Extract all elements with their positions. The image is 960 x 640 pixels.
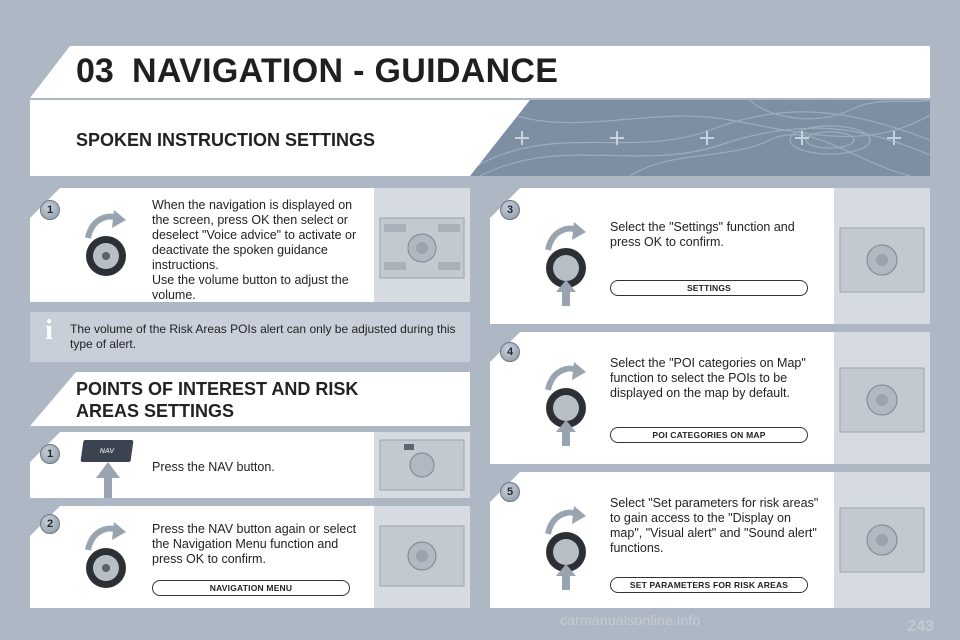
section-title-cut-2: [30, 372, 76, 426]
menu-label-pill: NAVIGATION MENU: [152, 580, 350, 596]
step-instruction-text: Press the NAV button again or select the Navigation Menu function and press OK to confirm.: [152, 522, 357, 566]
radio-unit-image: [374, 506, 470, 608]
step-number-badge: 1: [40, 200, 60, 220]
radio-unit-image: [834, 472, 930, 608]
radio-unit-image: [374, 188, 470, 302]
step-instruction-text: Press the NAV button.: [152, 460, 275, 474]
radio-unit-photo: [374, 432, 470, 498]
radio-unit-photo: [834, 188, 930, 324]
step-instruction-text: Select "Set parameters for risk areas" to gain access to the "Display on map", "Visual alert" and "Sound alert" functions.: [610, 496, 819, 555]
nav-button-graphic: NAV: [80, 440, 133, 462]
knob-rotate-icon: [542, 356, 590, 446]
info-note-text: The volume of the Risk Areas POIs alert can only be adjusted during this type of alert.: [70, 322, 456, 351]
section-title-poi: POINTS OF INTEREST AND RISK AREAS SETTINGS: [76, 379, 359, 421]
header-corner-cut: [30, 46, 70, 98]
page-title: NAVIGATION - GUIDANCE: [132, 52, 559, 90]
menu-label-pill: SETTINGS: [610, 280, 808, 296]
menu-label-pill: POI CATEGORIES ON MAP: [610, 427, 808, 443]
radio-unit-image: [374, 432, 470, 498]
info-icon: i: [45, 315, 53, 346]
press-arrow-icon: [96, 462, 120, 498]
radio-unit-image: [834, 332, 930, 464]
menu-label-pill: SET PARAMETERS FOR RISK AREAS: [610, 577, 808, 593]
radio-unit-photo: [374, 188, 470, 302]
page-number: 243: [907, 618, 934, 635]
step-number-badge: 5: [500, 482, 520, 502]
chapter-number: 03: [76, 52, 114, 90]
knob-rotate-icon: [82, 516, 130, 606]
knob-rotate-icon: [542, 216, 590, 306]
radio-unit-photo: [834, 332, 930, 464]
step-number-badge: 4: [500, 342, 520, 362]
watermark-text: carmanualsonline.info: [560, 612, 701, 628]
radio-unit-photo: [834, 472, 930, 608]
section-title-cut: [470, 100, 530, 176]
step-number-badge: 2: [40, 514, 60, 534]
knob-rotate-icon: [542, 500, 590, 590]
section-title-spoken: SPOKEN INSTRUCTION SETTINGS: [76, 130, 376, 150]
step-instruction-text: Select the "POI categories on Map" function to select the POIs to be displayed on the map by default.: [610, 356, 806, 400]
radio-unit-photo: [374, 506, 470, 608]
radio-unit-image: [834, 188, 930, 324]
knob-rotate-icon: [82, 204, 130, 294]
step-number-badge: 3: [500, 200, 520, 220]
step-instruction-text: Select the "Settings" function and press OK to confirm.: [610, 220, 795, 249]
step-instruction-text: When the navigation is displayed on the screen, press OK then select or deselect "Voice advice" to activate or deactivate the spoken guidance instructions. Use the volume button to adjust the volume.: [152, 198, 357, 302]
step-number-badge: 1: [40, 444, 60, 464]
